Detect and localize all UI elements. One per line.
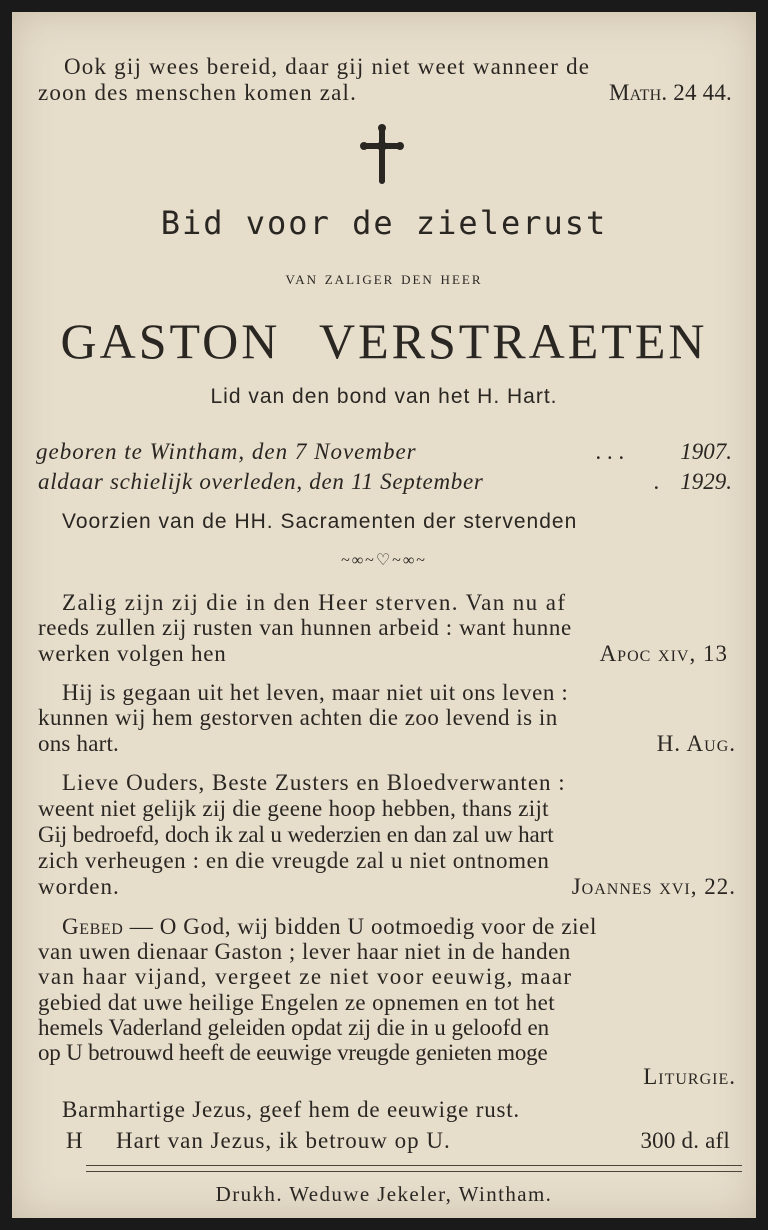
indulgence-note: 300 d. afl: [640, 1128, 730, 1153]
quote3-reference: Joannes xvi, 22.: [571, 874, 736, 899]
prayer-line-1: [62, 914, 597, 940]
ejaculation-heart-prefix: H: [66, 1128, 83, 1153]
epigraph-reference: Math. 24 44.: [609, 80, 732, 105]
birth-dots: . . .: [596, 439, 625, 464]
quote3-line-4: zich verheugen : en die vreugde zal u niet ontnomen: [38, 848, 550, 873]
printer-credit: Drukh. Weduwe Jekeler, Wintham.: [215, 1182, 553, 1206]
ornament-divider: ~∞~♡~∞~: [341, 552, 427, 569]
prayer-line-6: op U betrouwd heeft de eeuwige vreugde genieten moge: [38, 1040, 548, 1065]
memorial-card: [12, 12, 756, 1218]
quote3-line-5: worden.: [38, 874, 120, 899]
cross-icon: [360, 124, 404, 184]
prayer-line-2: van uwen dienaar Gaston ; lever haar niet in de handen: [38, 939, 571, 964]
quote3-line-1: Lieve Ouders, Beste Zusters en Bloedverwanten :: [62, 770, 566, 795]
quote1-reference: Apoc xiv, 13: [599, 641, 728, 666]
death-year: 1929.: [680, 469, 732, 494]
deceased-name: GASTON VERSTRAETEN: [60, 313, 708, 369]
quote2-line-1: Hij is gegaan uit het leven, maar niet uit ons leven :: [62, 680, 569, 705]
quote3-line-3: Gij bedroefd, doch ik zal u wederzien en dan zal uw hart: [38, 822, 554, 847]
prayer-reference: Liturgie.: [643, 1064, 736, 1089]
quote3-line-2: weent niet gelijk zij die geene hoop hebben, thans zijt: [38, 796, 549, 821]
prayer-dash: —: [129, 914, 154, 939]
epigraph-line-2: zoon des menschen komen zal.: [38, 80, 358, 105]
quote1-line-2: reeds zullen zij rusten van hunnen arbeid : want hunne: [38, 615, 572, 640]
membership-line: Lid van den bond van het H. Hart.: [210, 385, 558, 408]
prayer-line-3: van haar vijand, vergeet ze niet voor eeuwig, maar: [38, 964, 573, 989]
birth-year: 1907.: [680, 439, 732, 464]
quote2-line-2: kunnen wij hem gestorven achten die zoo levend is in: [38, 705, 558, 730]
footer-rule-bottom: [86, 1171, 742, 1172]
quote1-line-1: Zalig zijn zij die in den Heer sterven. Van nu af: [62, 590, 567, 615]
prayer-line-5: hemels Vaderland geleiden opdat zij die in u geloofd en: [38, 1015, 550, 1040]
prayer-heading: Bid voor de zielerust: [160, 204, 608, 242]
birth-text: geboren te Wintham, den 7 November: [36, 439, 417, 464]
prayer-text-1: O God, wij bidden U ootmoedig voor de ziel: [159, 914, 597, 939]
late-title-line: van zaliger den heer: [285, 268, 483, 289]
quote2-line-3: ons hart.: [38, 731, 120, 756]
quote1-line-3: werken volgen hen: [38, 641, 227, 666]
epigraph-line-1: Ook gij wees bereid, daar gij niet weet wanneer de: [64, 54, 591, 79]
birth-line: [36, 439, 732, 465]
ejaculation-mercy: Barmhartige Jezus, geef hem de eeuwige rust.: [62, 1097, 520, 1122]
prayer-label: Gebed: [62, 914, 124, 939]
prayer-line-4: gebied dat uwe heilige Engelen ze opnemen en tot het: [38, 990, 556, 1015]
quote2-reference: H. Aug.: [656, 731, 736, 756]
death-line: [38, 469, 732, 495]
death-text: aldaar schielijk overleden, den 11 September: [38, 469, 484, 494]
footer-rule-top: [86, 1165, 742, 1166]
sacraments-line: Voorzien van de HH. Sacramenten der stervenden: [62, 510, 578, 533]
ejaculation-heart: Hart van Jezus, ik betrouw op U.: [116, 1128, 451, 1153]
death-dots: .: [654, 469, 660, 494]
